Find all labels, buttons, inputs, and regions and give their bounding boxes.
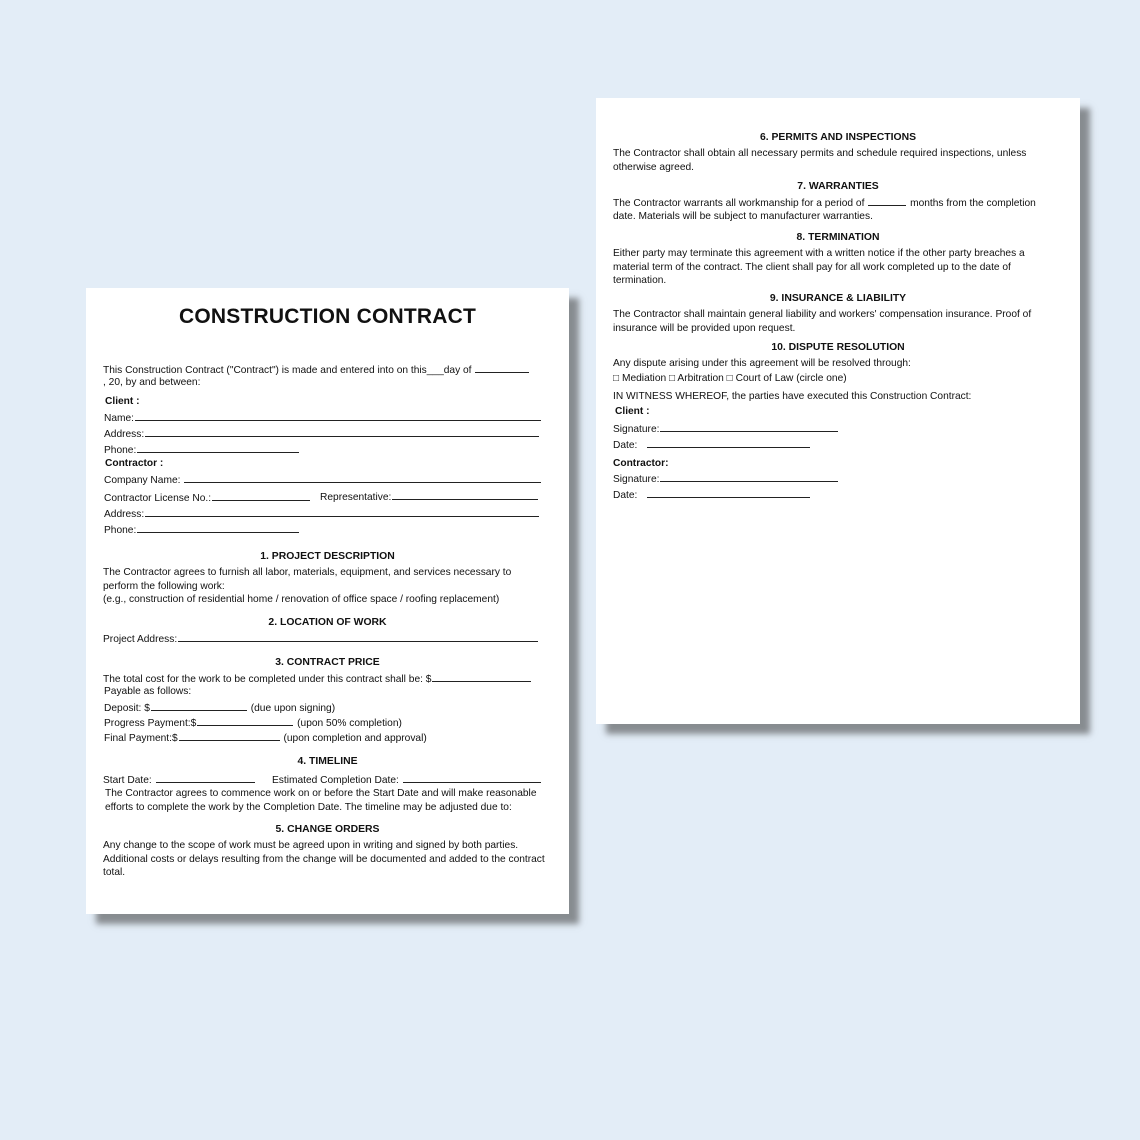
deposit-field[interactable] bbox=[151, 701, 247, 711]
client-date-field[interactable] bbox=[647, 438, 810, 448]
section-2-title: 2. LOCATION OF WORK bbox=[268, 617, 387, 628]
warranty-line-2: date. Materials will be subject to manufacturer warranties. bbox=[613, 211, 873, 222]
client-address-field[interactable] bbox=[145, 427, 539, 437]
client-name-field[interactable] bbox=[135, 411, 541, 421]
document-title: CONSTRUCTION CONTRACT bbox=[178, 305, 476, 328]
section-8-text: Either party may terminate this agreement with a written notice if the other party breaches a material term of the contract. The client shall pay for all work completed up to the date of termination. bbox=[613, 248, 1025, 286]
client-phone-field[interactable] bbox=[137, 443, 299, 453]
representative-field[interactable] bbox=[392, 490, 538, 500]
completion-date-row: Estimated Completion Date: bbox=[272, 773, 542, 787]
warranty-row: The Contractor warrants all workmanship for a period of months from the completion bbox=[613, 198, 1036, 209]
total-cost-row: The total cost for the work to be completed under this contract shall be: $ bbox=[103, 672, 532, 686]
contractor-signature-heading: Contractor: bbox=[613, 458, 669, 469]
warranty-months-field[interactable] bbox=[868, 196, 906, 206]
section-8-title: 8. TERMINATION bbox=[796, 232, 880, 243]
section-6-title: 6. PERMITS AND INSPECTIONS bbox=[759, 132, 917, 143]
section-9-text: The Contractor shall maintain general liability and workers' compensation insurance. Proof of insurance will be provided upon request. bbox=[613, 309, 1032, 334]
client-address-row: Address: bbox=[104, 427, 540, 441]
contractor-address-field[interactable] bbox=[145, 507, 539, 517]
client-name-row: Name: bbox=[104, 411, 542, 425]
contractor-signature-field[interactable] bbox=[660, 472, 838, 482]
contractor-date-field[interactable] bbox=[647, 488, 810, 498]
client-signature-field[interactable] bbox=[660, 422, 838, 432]
company-name-field[interactable] bbox=[184, 473, 541, 483]
representative-row: Representative: bbox=[320, 490, 539, 504]
section-7-title: 7. WARRANTIES bbox=[797, 181, 879, 192]
license-row: Contractor License No.: bbox=[104, 491, 311, 505]
payable-label: Payable as follows: bbox=[104, 686, 192, 697]
client-signature-heading: Client : bbox=[615, 406, 650, 417]
contract-page-one bbox=[86, 288, 569, 914]
total-cost-field[interactable] bbox=[432, 672, 531, 682]
project-address-row: Project Address: bbox=[103, 632, 539, 646]
section-9-title: 9. INSURANCE & LIABILITY bbox=[769, 293, 907, 304]
dispute-options[interactable]: □ Mediation □ Arbitration □ Court of Law (circle one) bbox=[613, 373, 847, 384]
contractor-signature-row: Signature: bbox=[613, 472, 839, 486]
section-1-example: (e.g., construction of residential home / renovation of office space / roofing replacement) bbox=[103, 594, 500, 605]
section-5-title: 5. CHANGE ORDERS bbox=[275, 824, 380, 835]
contractor-date-row: Date: bbox=[613, 488, 811, 502]
start-date-field[interactable] bbox=[156, 773, 255, 783]
company-name-row: Company Name: bbox=[104, 473, 542, 487]
section-5-text: Any change to the scope of work must be agreed upon in writing and signed by both parties. Additional costs or delays resulting from the change will be documented and added to the contract total. bbox=[103, 840, 545, 878]
final-row: Final Payment:$ (upon completion and approval) bbox=[104, 733, 427, 744]
intro-line-2: , 20, by and between: bbox=[103, 377, 201, 388]
progress-row: Progress Payment:$ (upon 50% completion) bbox=[104, 718, 402, 729]
license-field[interactable] bbox=[212, 491, 310, 501]
contract-page-two bbox=[596, 98, 1080, 724]
section-6-text: The Contractor shall obtain all necessary permits and schedule required inspections, unless otherwise agreed. bbox=[613, 148, 1027, 173]
section-4-text: The Contractor agrees to commence work on or before the Start Date and will make reasonable efforts to complete the work by the Completion Date. The timeline may be adjusted due to: bbox=[105, 788, 537, 813]
client-date-row: Date: bbox=[613, 438, 811, 452]
intro-line: This Construction Contract ("Contract") is made and entered into on this___day of bbox=[103, 363, 530, 377]
section-1-text: The Contractor agrees to furnish all labor, materials, equipment, and services necessary to perform the following work: bbox=[103, 567, 512, 592]
final-field[interactable] bbox=[179, 731, 280, 741]
month-blank[interactable] bbox=[475, 363, 529, 373]
client-phone-row: Phone: bbox=[104, 443, 300, 457]
client-heading: Client : bbox=[105, 396, 140, 407]
section-4-title: 4. TIMELINE bbox=[297, 756, 358, 767]
project-address-field[interactable] bbox=[178, 632, 538, 642]
section-3-title: 3. CONTRACT PRICE bbox=[275, 657, 380, 668]
deposit-row: Deposit: $ (due upon signing) bbox=[104, 703, 336, 714]
section-10-title: 10. DISPUTE RESOLUTION bbox=[771, 342, 905, 353]
contractor-phone-field[interactable] bbox=[137, 523, 299, 533]
progress-field[interactable] bbox=[197, 716, 293, 726]
contractor-address-row: Address: bbox=[104, 507, 540, 521]
witness-statement: IN WITNESS WHEREOF, the parties have executed this Construction Contract: bbox=[613, 391, 972, 402]
completion-date-field[interactable] bbox=[403, 773, 541, 783]
contractor-phone-row: Phone: bbox=[104, 523, 300, 537]
contractor-heading: Contractor : bbox=[105, 458, 164, 469]
start-date-row: Start Date: bbox=[103, 773, 256, 787]
client-signature-row: Signature: bbox=[613, 422, 839, 436]
section-10-text: Any dispute arising under this agreement will be resolved through: bbox=[613, 358, 911, 369]
section-1-title: 1. PROJECT DESCRIPTION bbox=[260, 551, 395, 562]
